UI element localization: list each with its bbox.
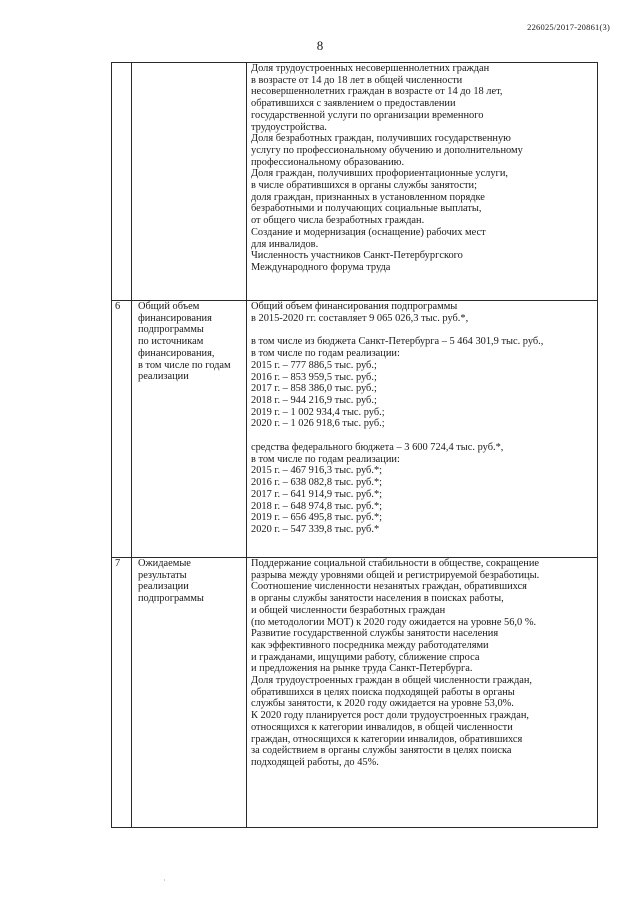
text-line: службы занятости, к 2020 году ожидается на уровне 53,0%. (251, 698, 514, 710)
subprogram-passport-table (111, 62, 598, 828)
text-line: Доля трудоустроенных граждан в общей численности граждан, (251, 675, 533, 687)
text-line: профессиональному образованию. (251, 156, 405, 168)
text-line (251, 324, 595, 336)
row-number-cell: 6 (112, 301, 132, 558)
document-number: 226025/2017-20861(3) (527, 22, 610, 32)
text-line: и гражданами, ищущими работу, сближение спроса (251, 651, 480, 663)
results-lines (251, 558, 595, 769)
financing-lines (251, 301, 595, 536)
text-line: подпрограммы (138, 593, 204, 605)
text-line: 2017 г. – 641 914,9 тыс. руб.*; (251, 488, 383, 500)
text-line: за содействием в органы службы занятости в целях поиска (251, 745, 512, 757)
table-row-financing (112, 301, 598, 558)
text-line: Общий объем (138, 301, 200, 312)
text-line: граждан, относящихся к категории инвалидов, обратившихся (251, 733, 523, 745)
text-line: К 2020 году планируется рост доли трудоустроенных граждан, (251, 710, 529, 722)
text-line: в том числе по годам реализации: (251, 453, 400, 465)
text-line: в том числе из бюджета Санкт-Петербурга – 5 464 301,9 тыс. руб., (251, 336, 544, 348)
text-line: и общей численности безработных граждан (251, 604, 446, 616)
text-line: Доля безработных граждан, получивших государственную (251, 133, 511, 145)
text-line: Ожидаемые (138, 558, 191, 569)
text-line: 2015 г. – 777 886,5 тыс. руб.; (251, 359, 377, 371)
text-line: в органы службы занятости населения в поисках работы, (251, 593, 504, 605)
text-line: Общий объем финансирования подпрограммы (251, 301, 458, 312)
text-line: услугу по профессиональному обучению и дополнительному (251, 144, 523, 156)
text-line: 2019 г. – 1 002 934,4 тыс. руб.; (251, 406, 385, 418)
table-row-targets (112, 63, 598, 301)
text-line: 2018 г. – 648 974,8 тыс. руб.*; (251, 500, 383, 512)
text-line: в 2015-2020 гг. составляет 9 065 026,3 тыс. руб.*, (251, 312, 469, 324)
text-line: разрыва между уровнями общей и регистрируемой безработицы. (251, 569, 540, 581)
targets-content-cell (247, 63, 598, 301)
text-line: 2017 г. – 858 386,0 тыс. руб.; (251, 383, 377, 395)
text-line: (по методологии МОТ) к 2020 году ожидается на уровне 56,0 %. (251, 616, 537, 628)
text-line: как эффективного посредника между работодателями (251, 639, 489, 651)
text-line: реализации (138, 371, 189, 383)
table-row-results (112, 558, 598, 828)
text-line: Соотношение численности незанятых граждан, обратившихся (251, 581, 527, 593)
scan-mark: · (163, 876, 166, 885)
row-number-cell: 7 (112, 558, 132, 828)
text-line: подпрограммы (138, 324, 204, 336)
text-line: 2020 г. – 547 339,8 тыс. руб.* (251, 523, 380, 535)
text-line: безработными и получающих социальные выплаты, (251, 203, 482, 215)
results-content-cell (247, 558, 598, 828)
text-line: обратившихся в целях поиска подходящей работы в органы (251, 686, 515, 698)
text-line: Создание и модернизация (оснащение) рабочих мест (251, 226, 486, 238)
financing-content-cell (247, 301, 598, 558)
text-line: несовершеннолетних граждан в возрасте от 14 до 18 лет, (251, 86, 503, 98)
financing-label-lines (132, 301, 246, 383)
row-label-cell (132, 558, 247, 828)
text-line: средства федерального бюджета – 3 600 724,4 тыс. руб.*, (251, 442, 504, 454)
text-line: в числе обратившихся в органы службы занятости; (251, 180, 477, 192)
text-line: в возрасте от 14 до 18 лет в общей численности (251, 74, 463, 86)
text-line: 2016 г. – 853 959,5 тыс. руб.; (251, 371, 377, 383)
text-line: 2018 г. – 944 216,9 тыс. руб.; (251, 394, 377, 406)
text-line (251, 430, 595, 442)
text-line: 2019 г. – 656 495,8 тыс. руб.*; (251, 512, 383, 524)
row-number-cell (112, 63, 132, 301)
text-line: подходящей работы, до 45%. (251, 756, 379, 768)
text-line: 2016 г. – 638 082,8 тыс. руб.*; (251, 477, 383, 489)
text-line: 2015 г. – 467 916,3 тыс. руб.*; (251, 465, 383, 477)
row-label-cell (132, 301, 247, 558)
text-line: трудоустройства. (251, 121, 327, 133)
page-number: 8 (316, 38, 324, 53)
text-line: 2020 г. – 1 026 918,6 тыс. руб.; (251, 418, 385, 430)
text-line: Поддержание социальной стабильности в обществе, сокращение (251, 558, 540, 569)
text-line: доля граждан, признанных в установленном порядке (251, 191, 485, 203)
row-label-cell (132, 63, 247, 301)
targets-lines (251, 63, 595, 274)
text-line: финансирования, (138, 347, 215, 359)
text-line: реализации (138, 581, 189, 593)
text-line: Численность участников Санкт-Петербургского (251, 250, 463, 262)
text-line: обратившихся с заявлением о предоставлении (251, 98, 456, 110)
text-line: Международного форума труда (251, 261, 391, 273)
text-line: и предложения на рынке труда Санкт-Петербурга. (251, 663, 473, 675)
text-line: Доля трудоустроенных несовершеннолетних граждан (251, 63, 490, 74)
text-line: от общего числа безработных граждан. (251, 215, 425, 227)
text-line: в том числе по годам реализации: (251, 348, 400, 360)
text-line: в том числе по годам (138, 359, 231, 371)
text-line: государственной услуги по организации временного (251, 109, 484, 121)
text-line: Доля граждан, получивших профориентационные услуги, (251, 168, 508, 180)
text-line: по источникам (138, 336, 204, 348)
results-label-lines (132, 558, 246, 605)
text-line: результаты (138, 569, 187, 581)
text-line: финансирования (138, 312, 212, 324)
text-line: Развитие государственной службы занятости населения (251, 628, 499, 640)
text-line: для инвалидов. (251, 238, 319, 250)
text-line: относящихся к категории инвалидов, в общей численности (251, 721, 513, 733)
